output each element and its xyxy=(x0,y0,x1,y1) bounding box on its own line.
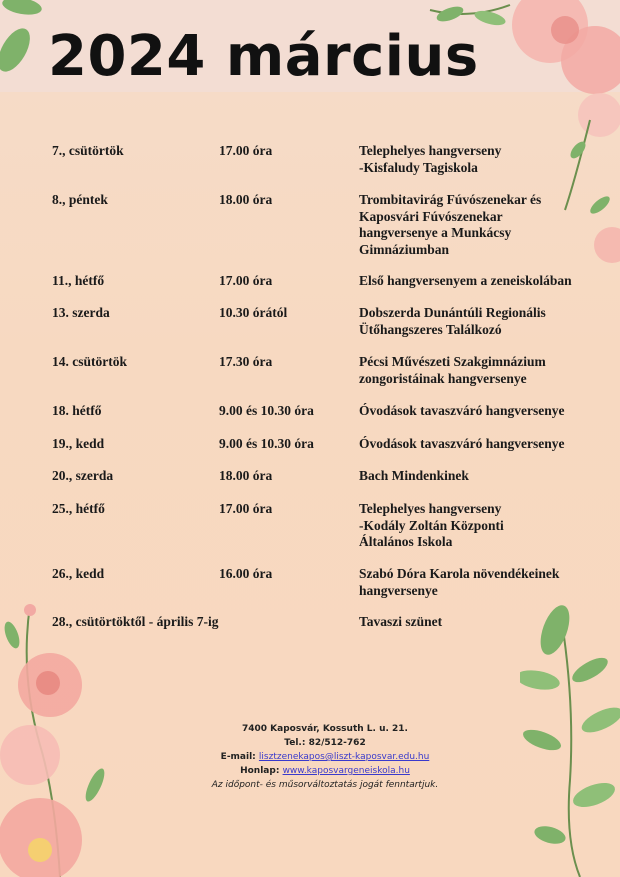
event-description xyxy=(359,403,609,420)
event-description xyxy=(359,501,609,551)
email-line xyxy=(160,750,490,764)
event-time: 18.00 óra xyxy=(219,468,273,483)
bottom-right-leaves-icon xyxy=(520,600,620,877)
email-label: E-mail: xyxy=(220,752,256,762)
web-line xyxy=(160,764,490,778)
event-description-line: hangversenye a Munkácsy xyxy=(359,225,512,240)
event-description-line: Bach Mindenkinek xyxy=(359,468,469,483)
event-description xyxy=(359,614,609,631)
event-description-line: Tavaszi szünet xyxy=(359,614,443,629)
event-date: 8., péntek xyxy=(52,192,108,207)
event-description xyxy=(359,354,609,387)
event-description-line: Gimnáziumban xyxy=(359,241,450,257)
event-description-line: Telephelyes hangverseny xyxy=(359,501,502,516)
event-description xyxy=(359,273,609,290)
bottom-left-flowers-icon xyxy=(0,595,130,877)
email-link[interactable]: lisztzenekapos@liszt-kaposvar.edu.hu xyxy=(258,752,430,762)
event-description-line: Óvodások tavaszváró hangversenye xyxy=(359,436,565,451)
event-date: 25., hétfő xyxy=(52,501,105,516)
event-description-line: Szabó Dóra Karola növendékeinek xyxy=(359,566,560,581)
event-time: 16.00 óra xyxy=(219,566,273,581)
event-description-line: Óvodások tavaszváró hangversenye xyxy=(359,403,565,418)
event-description xyxy=(359,192,609,258)
event-description-line: zongoristáinak hangversenye xyxy=(359,370,527,386)
event-time: 17.00 óra xyxy=(219,501,273,516)
event-date: 14. csütörtök xyxy=(52,354,127,369)
event-time: 17.00 óra xyxy=(219,273,273,288)
event-description-line: Kaposvári Fúvószenekar xyxy=(359,208,503,224)
page-title: 2024 március xyxy=(48,24,479,89)
event-description-line: -Kisfaludy Tagiskola xyxy=(359,159,478,175)
event-date: 11., hétfő xyxy=(52,273,105,288)
event-date: 20., szerda xyxy=(52,468,114,483)
event-description-line: hangversenye xyxy=(359,582,438,598)
disclaimer-note: Az időpont- és műsorváltoztatás jogát fenntartjuk. xyxy=(211,780,439,790)
event-time: 18.00 óra xyxy=(219,192,273,207)
address: 7400 Kaposvár, Kossuth L. u. 21. xyxy=(242,724,408,734)
event-description xyxy=(359,468,609,485)
event-date: 7., csütörtök xyxy=(52,143,124,158)
event-date: 18. hétfő xyxy=(52,403,102,418)
top-left-leaves-icon xyxy=(0,0,55,80)
event-description-line: Pécsi Művészeti Szakgimnázium xyxy=(359,354,546,369)
event-time: 17.30 óra xyxy=(219,354,273,369)
event-date: 26., kedd xyxy=(52,566,105,581)
event-time: 17.00 óra xyxy=(219,143,273,158)
event-description-line: Első hangversenyem a zeneiskolában xyxy=(359,273,572,288)
contact-block xyxy=(160,722,490,792)
event-description-line: Dobszerda Dunántúli Regionális xyxy=(359,305,546,320)
phone: Tel.: 82/512-762 xyxy=(284,738,366,748)
web-link[interactable]: www.kaposvargeneiskola.hu xyxy=(282,766,410,776)
event-description xyxy=(359,566,609,599)
event-date: 19., kedd xyxy=(52,436,105,451)
event-description-line: Telephelyes hangverseny xyxy=(359,143,502,158)
event-date: 28., csütörtöktől - április 7-ig xyxy=(52,614,219,629)
event-time: 9.00 és 10.30 óra xyxy=(219,403,314,418)
event-description-line: Általános Iskola xyxy=(359,534,453,549)
event-time: 9.00 és 10.30 óra xyxy=(219,436,314,451)
event-description-line: Trombitavirág Fúvószenekar és xyxy=(359,192,542,207)
event-time: 10.30 órától xyxy=(219,305,288,320)
web-label: Honlap: xyxy=(240,766,280,776)
event-description xyxy=(359,143,609,176)
event-description xyxy=(359,305,609,338)
event-date: 13. szerda xyxy=(52,305,110,320)
event-description xyxy=(359,436,609,453)
event-description-line: -Kodály Zoltán Központi xyxy=(359,517,504,533)
event-description-line: Ütőhangszeres Találkozó xyxy=(359,321,502,337)
